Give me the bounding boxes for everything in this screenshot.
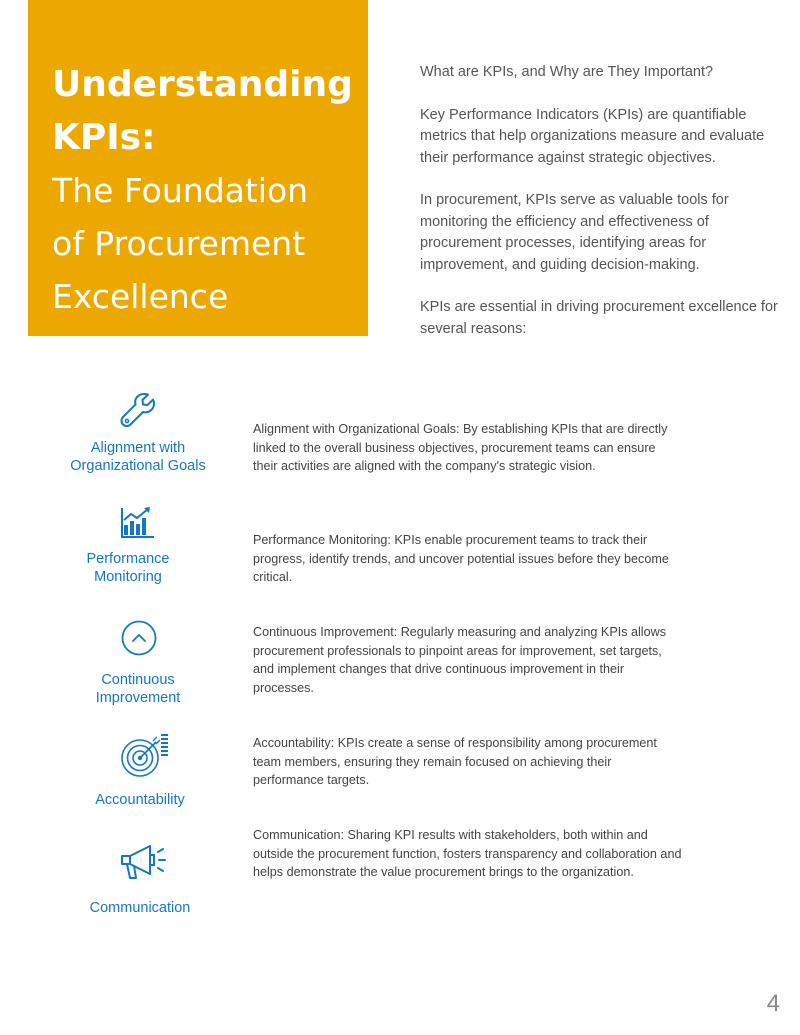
title-line-1: Understanding: [52, 64, 353, 105]
intro-definition: Key Performance Indicators (KPIs) are quantifiable metrics that help organizations measure and evaluate their performance against strategic objectives.: [420, 106, 765, 166]
intro-section: [420, 62, 780, 361]
target-icon: [120, 732, 170, 780]
growth-chart-icon: [120, 505, 156, 539]
subtitle-line-3: Excellence: [52, 277, 229, 316]
label-accountability: [55, 791, 225, 809]
label-continuous: [53, 671, 223, 707]
label-communication-line1: Communication: [89, 900, 191, 916]
chevron-up-circle-icon: [121, 620, 157, 656]
megaphone-icon: [118, 842, 168, 882]
intro-reasons: KPIs are essential in driving procurement excellence for several reasons:: [420, 299, 778, 337]
label-continuous-line1: Continuous: [101, 672, 175, 688]
desc-alignment: Alignment with Organizational Goals: By establishing KPIs that are directly linked to the overall business objectives, procurement teams can ensure their activities are aligned with the company's strategic vision.: [253, 422, 668, 473]
title-panel: [28, 0, 368, 336]
title-line-2: KPIs:: [52, 117, 156, 158]
desc-communication: Communication: Sharing KPI results with stakeholders, both within and outside the procurement function, fosters transparency and collaboration and helps demonstrate the value procurement brings to the organization.: [253, 828, 682, 879]
label-alignment-line1: Alignment with: [90, 440, 186, 456]
page-number: 4: [766, 990, 780, 1017]
subtitle-line-2: of Procurement: [52, 224, 306, 263]
label-alignment: [53, 439, 223, 475]
desc-continuous: Continuous Improvement: Regularly measuring and analyzing KPIs allows procurement professionals to pinpoint areas for improvement, set targets, and implement changes that drive continuous improvement in their processes.: [253, 625, 667, 695]
label-accountability-line1: Accountability: [95, 792, 185, 808]
subtitle-line-1: The Foundation: [52, 171, 309, 210]
desc-performance: Performance Monitoring: KPIs enable procurement teams to track their progress, identify trends, and uncover potential issues before they become critical.: [253, 533, 669, 584]
wrench-icon: [118, 390, 158, 430]
desc-accountability: Accountability: KPIs create a sense of responsibility among procurement team members, ensuring they remain focused on achieving their performance targets.: [253, 736, 657, 787]
intro-procurement: In procurement, KPIs serve as valuable tools for monitoring the efficiency and effectiveness of procurement processes, identifying areas for improvement, and guiding decision-making.: [420, 192, 729, 273]
label-alignment-line2: Organizational Goals: [70, 458, 206, 474]
intro-question: What are KPIs, and Why are They Important?: [420, 64, 714, 80]
label-communication: [55, 899, 225, 917]
page-title: [52, 58, 362, 164]
page-subtitle: [52, 164, 362, 323]
label-performance: [43, 550, 213, 586]
label-continuous-line2: Improvement: [95, 690, 181, 706]
label-performance-line1: Performance: [86, 551, 170, 567]
label-performance-line2: Monitoring: [94, 569, 162, 585]
